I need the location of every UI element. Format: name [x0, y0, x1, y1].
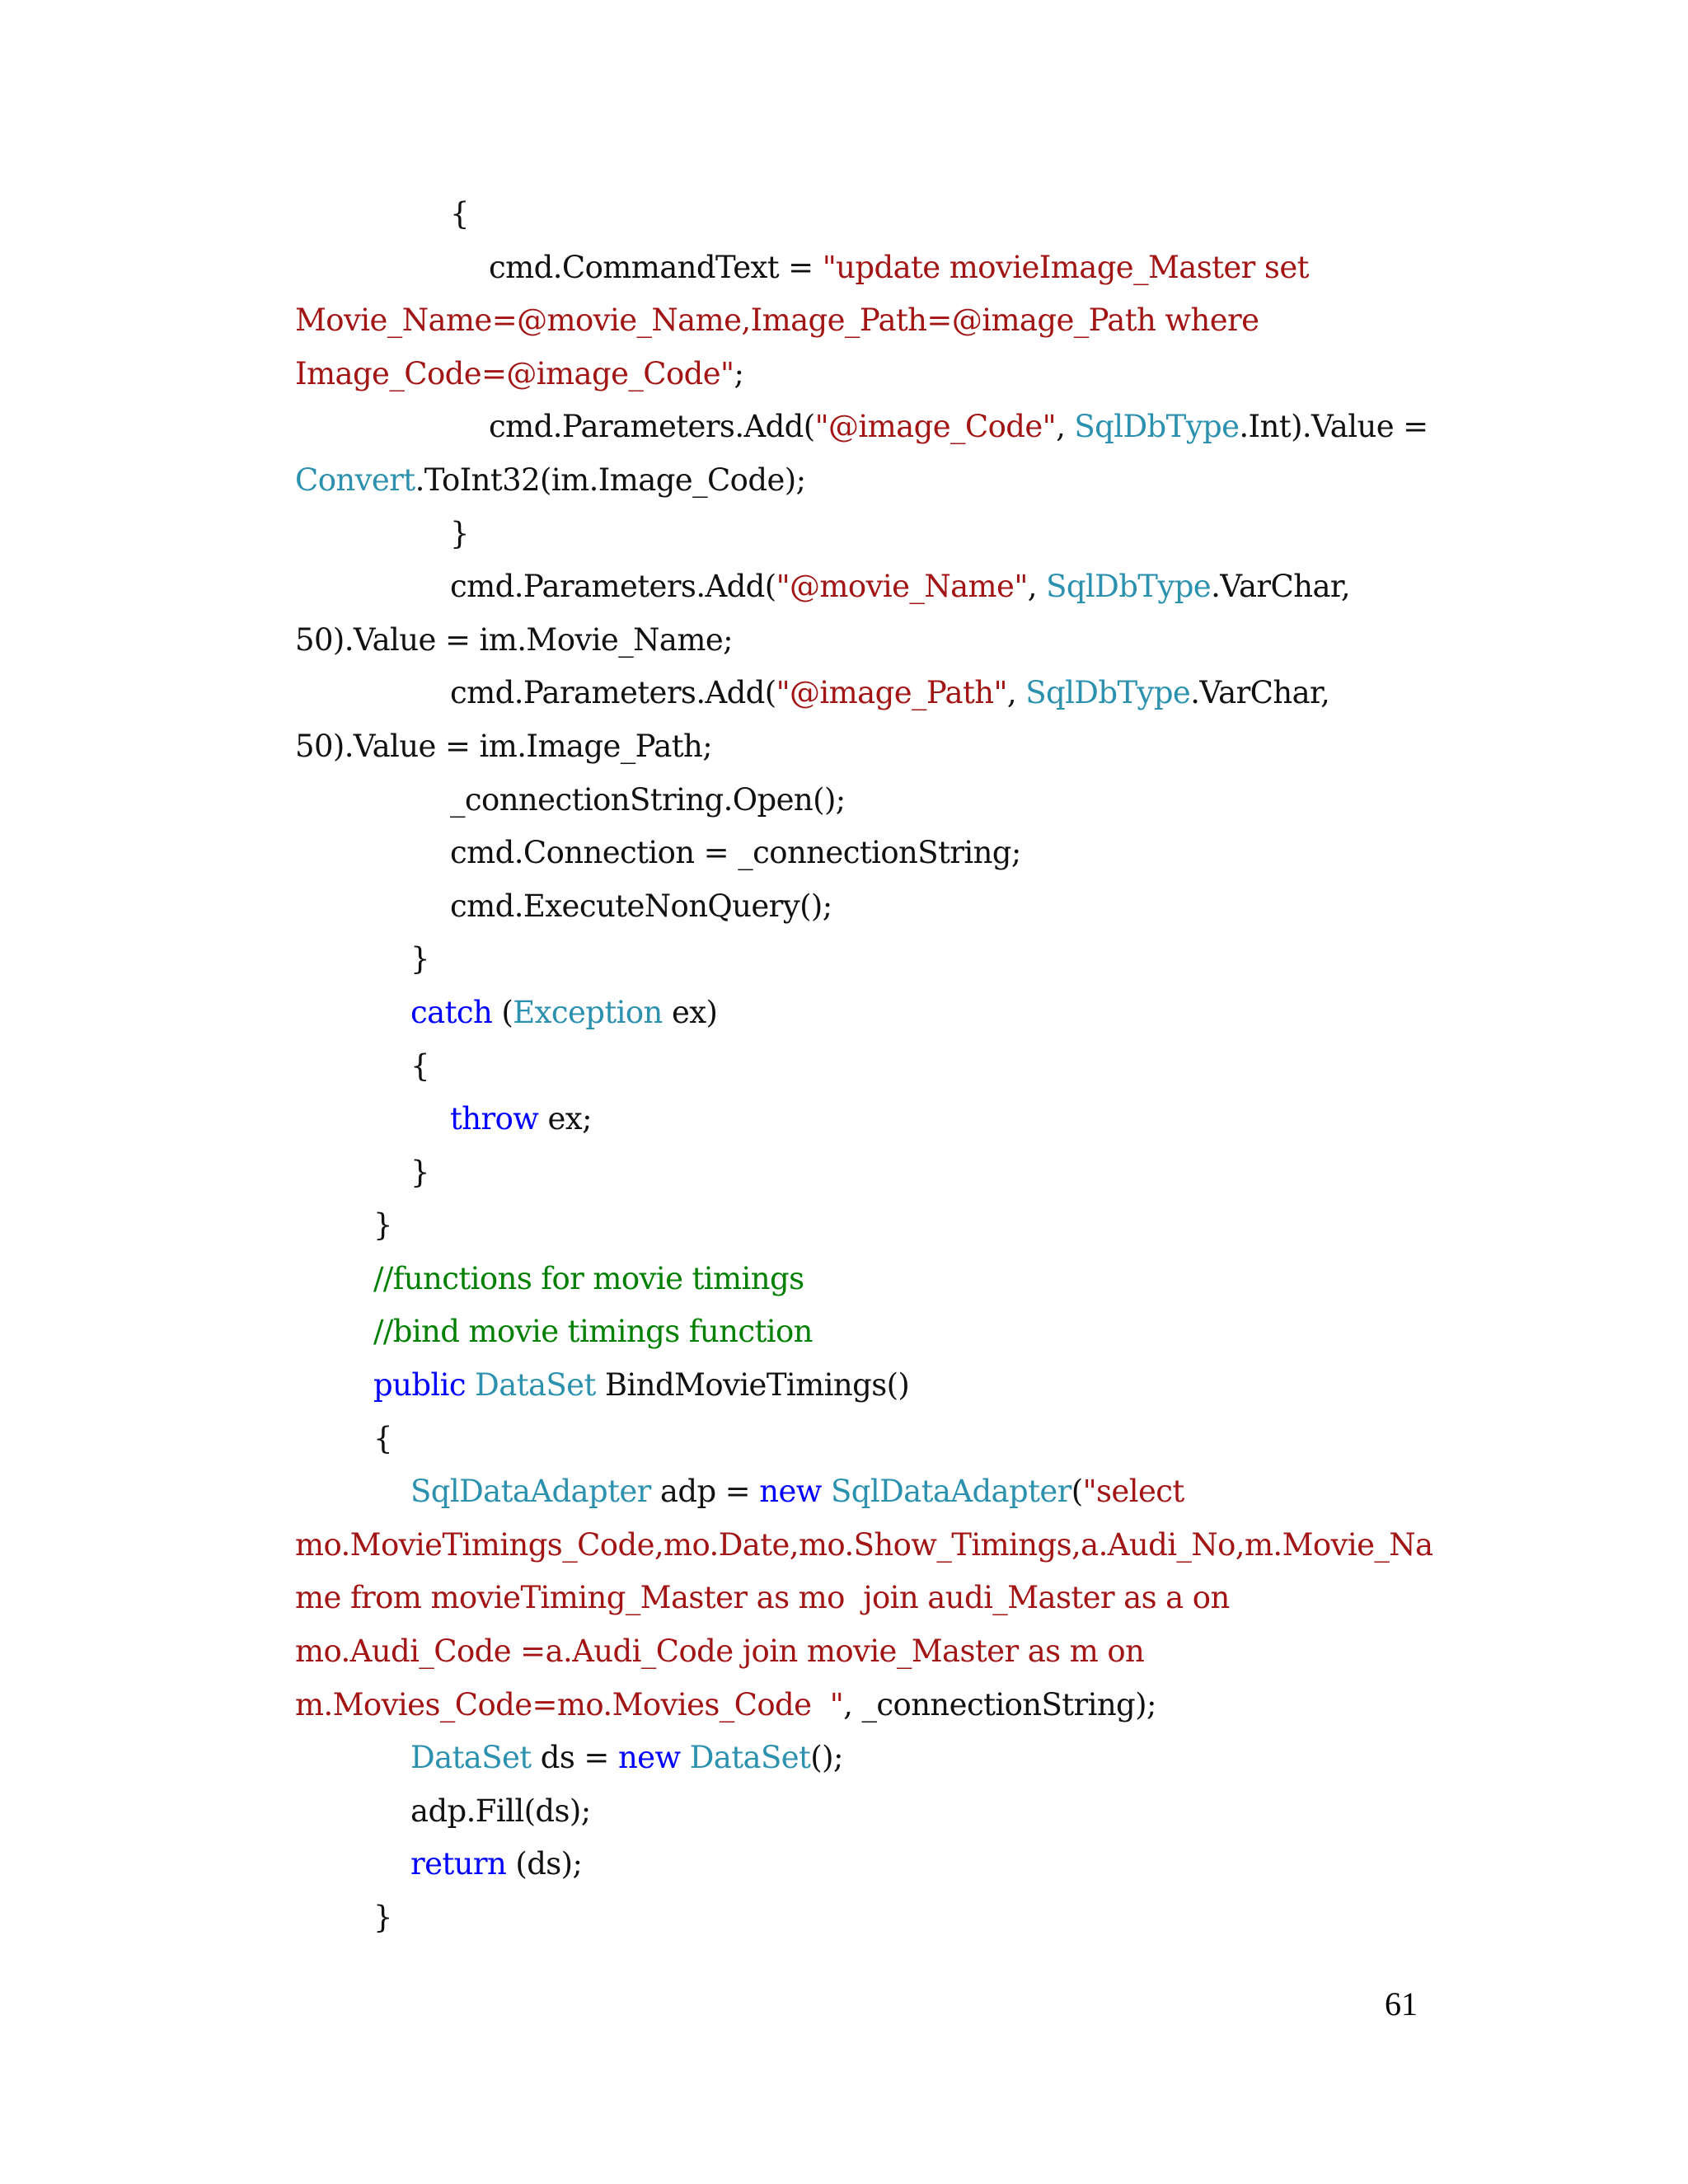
code-token: .VarChar, — [1190, 675, 1330, 711]
code-token: , — [1006, 675, 1026, 711]
code-token: .Int).Value = — [1239, 409, 1428, 445]
code-token: cmd.Parameters.Add( — [450, 569, 776, 605]
page-number: 61 — [1385, 1985, 1418, 2022]
code-token: } — [410, 941, 429, 977]
code-token: "@image_Path" — [776, 675, 1007, 711]
code-line — [295, 188, 1416, 241]
code-line — [295, 1413, 1416, 1466]
code-token: "@image_Code" — [814, 409, 1057, 445]
code-token: 50).Value = im.Image_Path; — [295, 728, 713, 764]
code-line — [295, 241, 1416, 295]
code-token: cmd.Connection = _connectionString; — [450, 835, 1021, 871]
code-token: BindMovieTimings() — [595, 1367, 910, 1404]
code-token: cmd.Parameters.Add( — [450, 675, 776, 711]
code-token: SqlDbType — [1046, 569, 1212, 605]
code-token: ex; — [538, 1101, 592, 1137]
code-token: { — [410, 1047, 429, 1084]
code-line — [295, 667, 1416, 720]
code-token: DataSet — [475, 1367, 596, 1404]
code-token — [681, 1740, 690, 1775]
code-token: , — [1056, 409, 1075, 445]
code-line — [295, 720, 1416, 774]
code-line — [295, 1465, 1416, 1519]
code-token: } — [373, 1900, 392, 1935]
code-token: new — [759, 1474, 822, 1510]
code-token: Movie_Name=@movie_Name,Image_Path=@image_Path where — [295, 302, 1259, 339]
code-token: { — [450, 196, 469, 232]
code-line — [295, 560, 1416, 614]
code-line — [295, 401, 1428, 454]
code-line — [295, 348, 1416, 401]
code-line — [295, 1093, 1416, 1146]
code-token: //bind movie timings function — [373, 1314, 813, 1350]
code-token: (); — [810, 1740, 843, 1776]
code-token: ( — [1071, 1474, 1083, 1510]
code-token: .ToInt32(im.Image_Code); — [415, 462, 806, 498]
code-token: mo.Audi_Code =a.Audi_Code join movie_Master as m on — [295, 1633, 1145, 1670]
code-token: adp.Fill(ds); — [410, 1793, 591, 1829]
code-token: SqlDataAdapter — [410, 1474, 651, 1510]
code-token: , — [1027, 569, 1047, 605]
code-token: DataSet — [689, 1740, 811, 1776]
code-token: SqlDataAdapter — [831, 1474, 1071, 1510]
code-token: , _connectionString); — [843, 1686, 1156, 1722]
code-listing — [295, 188, 1433, 1945]
code-line — [295, 1519, 1433, 1572]
code-token: SqlDbType — [1074, 409, 1240, 445]
code-line — [295, 1199, 1416, 1253]
code-token: .VarChar, — [1211, 569, 1351, 605]
code-token: ex) — [662, 994, 718, 1030]
code-line — [295, 1040, 1416, 1094]
code-token: cmd.CommandText = — [489, 249, 823, 285]
code-token: "@movie_Name" — [776, 569, 1028, 605]
code-line — [295, 774, 1416, 827]
code-line — [295, 1305, 1416, 1359]
code-token: } — [373, 1207, 392, 1244]
code-token: cmd.Parameters.Add( — [489, 409, 815, 445]
code-token: ; — [734, 355, 744, 391]
code-token: m.Movies_Code=mo.Movies_Code " — [295, 1686, 844, 1722]
code-line — [295, 1625, 1416, 1679]
code-token: _connectionString.Open(); — [450, 781, 846, 818]
code-token: me from movieTiming_Master as mo join audi_Master as a on — [295, 1580, 1230, 1616]
code-token: //functions for movie timings — [373, 1260, 804, 1296]
code-line — [295, 294, 1416, 348]
code-token: return — [410, 1846, 507, 1882]
code-token: "select — [1082, 1474, 1184, 1510]
code-token: Exception — [513, 994, 663, 1030]
code-line — [295, 933, 1416, 987]
code-token: adp = — [650, 1474, 760, 1510]
code-token: (ds); — [506, 1846, 583, 1882]
code-line — [295, 614, 1416, 668]
code-line — [295, 1146, 1416, 1200]
code-token: Image_Code=@image_Code" — [295, 355, 734, 391]
code-token: ds = — [531, 1740, 618, 1776]
code-token: ( — [492, 994, 513, 1030]
code-line — [295, 827, 1416, 880]
code-token — [466, 1367, 475, 1403]
code-token: cmd.ExecuteNonQuery(); — [450, 888, 832, 924]
code-line — [295, 1891, 1416, 1945]
code-token: Convert — [295, 462, 415, 498]
code-line — [295, 508, 1416, 561]
code-token: "update movieImage_Master set — [822, 249, 1309, 285]
code-token: throw — [450, 1101, 539, 1137]
code-token: } — [450, 515, 469, 551]
code-line — [295, 1359, 1416, 1413]
code-line — [295, 1785, 1416, 1839]
code-token: public — [373, 1367, 466, 1404]
code-token: { — [373, 1420, 392, 1456]
code-token: } — [410, 1154, 429, 1190]
code-line — [295, 1679, 1416, 1732]
code-token: new — [617, 1740, 681, 1776]
code-line — [295, 1572, 1416, 1625]
code-token — [822, 1474, 831, 1509]
code-line — [295, 880, 1416, 934]
code-token: catch — [410, 994, 493, 1030]
code-token: DataSet — [410, 1740, 532, 1776]
code-token: mo.MovieTimings_Code,mo.Date,mo.Show_Timings,a.Audi_No,m.Movie_Na — [295, 1526, 1433, 1563]
code-line — [295, 454, 1416, 508]
code-line — [295, 987, 1416, 1040]
code-token: 50).Value = im.Movie_Name; — [295, 621, 733, 658]
code-token: SqlDbType — [1025, 675, 1191, 711]
code-line — [295, 1838, 1416, 1891]
code-line — [295, 1253, 1416, 1306]
code-line — [295, 1732, 1416, 1785]
